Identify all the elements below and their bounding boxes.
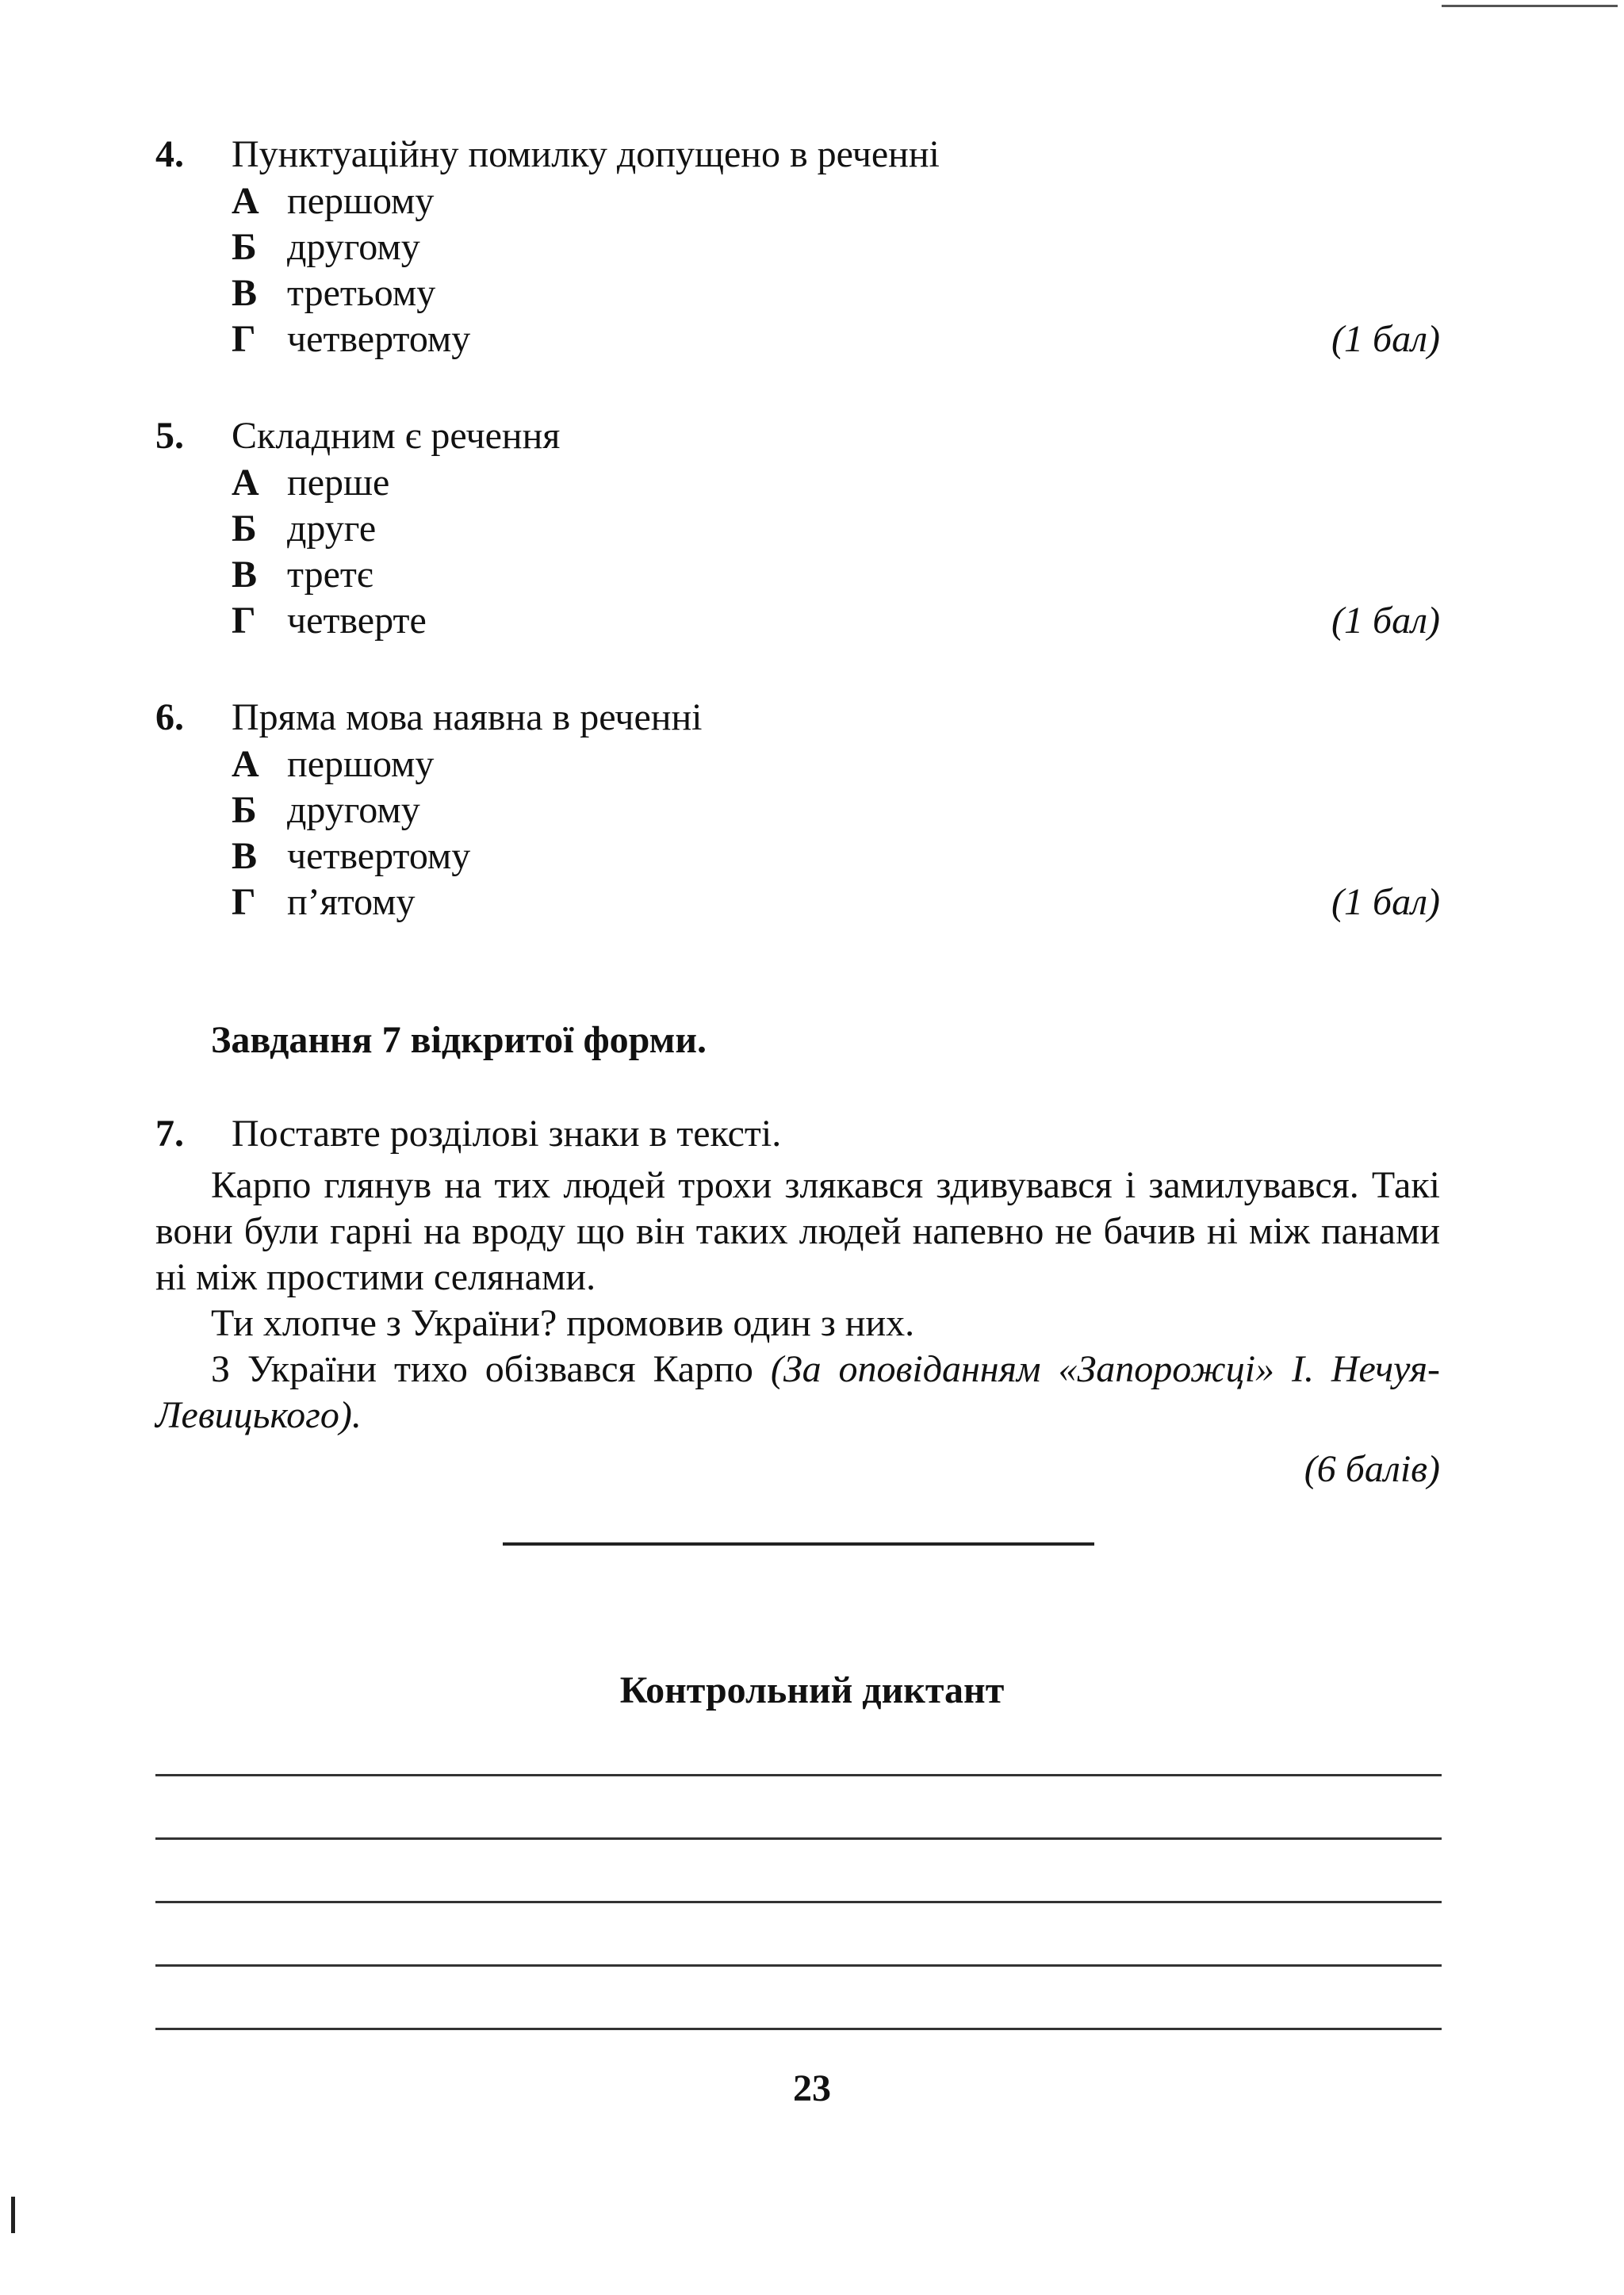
question-6 bbox=[155, 694, 1440, 925]
option-text: третє bbox=[287, 554, 373, 596]
task-7-text bbox=[155, 1163, 1440, 1492]
score-label: (1 бал) bbox=[1331, 881, 1440, 923]
question-number: 7. bbox=[155, 1113, 184, 1155]
option-text: четверте bbox=[287, 600, 427, 642]
question-text: Пряма мова наявна в реченні bbox=[232, 696, 703, 738]
option-letter: Г bbox=[232, 318, 256, 360]
option-letter: В bbox=[232, 835, 258, 877]
question-text: Пунктуаційну помилку допущено в реченні bbox=[232, 133, 940, 175]
scan-corner-line bbox=[1442, 5, 1618, 7]
option-text: четвертому bbox=[287, 318, 471, 360]
option-h bbox=[155, 316, 1440, 362]
option-b bbox=[155, 787, 1440, 833]
option-text: п’ятому bbox=[287, 881, 416, 923]
option-text: третьому bbox=[287, 272, 436, 314]
question-line bbox=[155, 131, 1440, 178]
option-text: другому bbox=[287, 789, 420, 831]
page-number: 23 bbox=[793, 2067, 831, 2109]
option-v bbox=[155, 552, 1440, 598]
option-text: четвертому bbox=[287, 835, 471, 877]
task-7-paragraph-1: Карпо глянув на тих людей трохи злякався здивувався і замилувався. Такі вони були гарні на вроду що він таких людей напевно не бачив ні між панами ні між простими селянами. bbox=[155, 1164, 1440, 1298]
score-label: (6 балів) bbox=[1304, 1448, 1440, 1490]
option-letter: Г bbox=[232, 600, 256, 642]
section-heading: Завдання 7 відкритої форми. bbox=[211, 1019, 707, 1061]
task-7-paragraph-2: Ти хлопче з України? промовив один з них. bbox=[211, 1302, 915, 1344]
option-text: перше bbox=[287, 462, 390, 504]
question-5 bbox=[155, 412, 1440, 644]
question-4 bbox=[155, 131, 1440, 362]
option-text: першому bbox=[287, 743, 435, 785]
option-letter: А bbox=[232, 743, 259, 785]
option-text: другому bbox=[287, 226, 420, 268]
question-line bbox=[155, 412, 1440, 460]
task-7 bbox=[155, 1110, 1440, 1492]
scan-edge-mark bbox=[11, 2197, 15, 2233]
option-letter: Б bbox=[232, 508, 257, 550]
option-letter: В bbox=[232, 272, 258, 314]
option-letter: В bbox=[232, 554, 258, 596]
option-a bbox=[155, 741, 1440, 787]
option-v bbox=[155, 270, 1440, 316]
option-a bbox=[155, 460, 1440, 506]
task-7-instruction-line bbox=[155, 1110, 1440, 1158]
option-b bbox=[155, 224, 1440, 270]
option-b bbox=[155, 506, 1440, 552]
writing-line bbox=[155, 1901, 1442, 1903]
option-a bbox=[155, 178, 1440, 224]
option-letter: Б bbox=[232, 226, 257, 268]
score-label: (1 бал) bbox=[1331, 318, 1440, 360]
task-7-paragraph-3 bbox=[155, 1347, 1440, 1439]
question-number: 5. bbox=[155, 415, 184, 457]
writing-line bbox=[155, 1774, 1442, 1776]
question-line bbox=[155, 694, 1440, 741]
section-divider bbox=[503, 1542, 1094, 1546]
option-text: першому bbox=[287, 180, 435, 222]
question-text: Складним є речення bbox=[232, 415, 561, 457]
task-7-instruction: Поставте розділові знаки в тексті. bbox=[232, 1113, 782, 1155]
question-number: 4. bbox=[155, 133, 184, 175]
option-letter: Г bbox=[232, 881, 256, 923]
writing-line bbox=[155, 1964, 1442, 1967]
option-h bbox=[155, 598, 1440, 644]
option-v bbox=[155, 833, 1440, 879]
option-letter: Б bbox=[232, 789, 257, 831]
task-7-paragraph-3-text: З України тихо обізвався Карпо bbox=[211, 1348, 771, 1390]
score-label: (1 бал) bbox=[1331, 600, 1440, 642]
writing-line bbox=[155, 2028, 1442, 2030]
dictation-title: Контрольний диктант bbox=[619, 1669, 1005, 1711]
question-number: 6. bbox=[155, 696, 184, 738]
option-letter: А bbox=[232, 462, 259, 504]
option-h bbox=[155, 879, 1440, 925]
option-text: друге bbox=[287, 508, 377, 550]
task-7-source: (За оповіданням «Запорожці» І. Нечуя-Левицького). bbox=[155, 1348, 1440, 1436]
writing-line bbox=[155, 1837, 1442, 1840]
option-letter: А bbox=[232, 180, 259, 222]
